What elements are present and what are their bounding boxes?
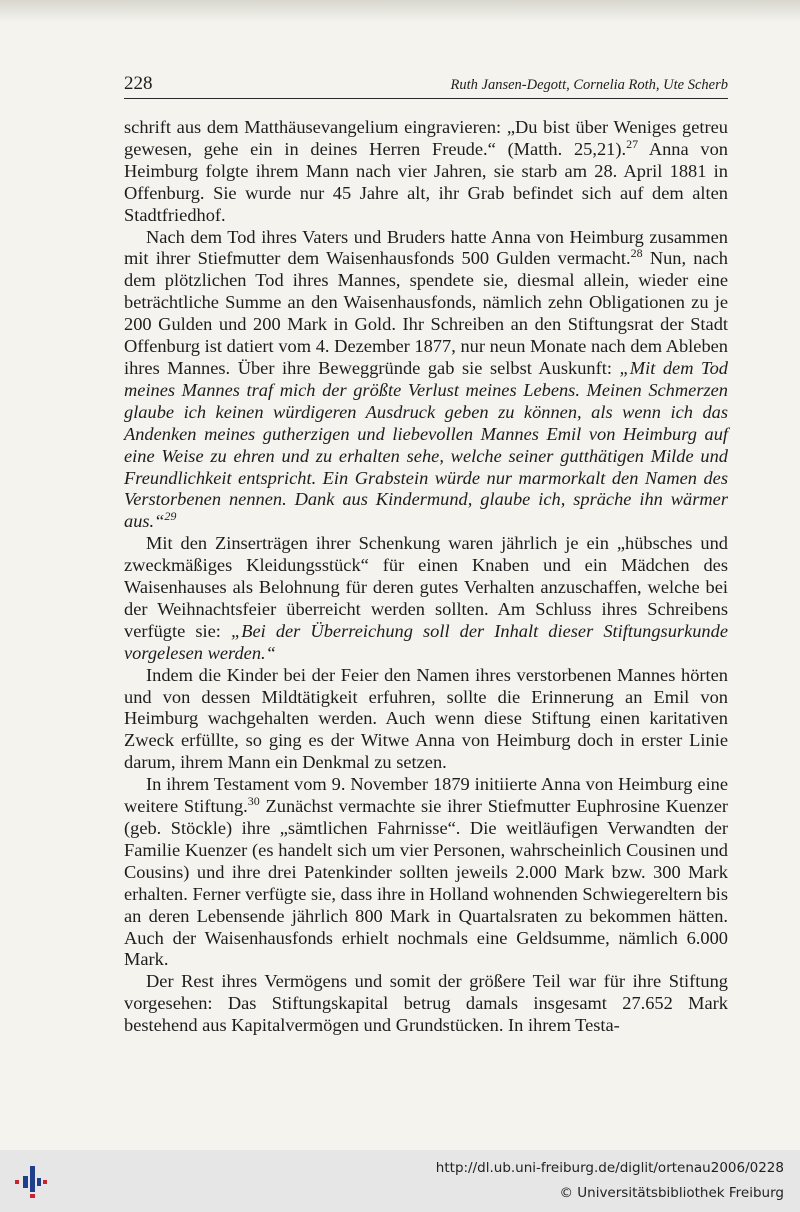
paragraph-5 — [124, 774, 728, 971]
library-logo-icon — [12, 1162, 52, 1202]
footnote-ref-27: 27 — [626, 136, 639, 151]
paragraph-2 — [124, 227, 728, 534]
paragraph-1 — [124, 117, 728, 227]
paragraph-2-text-a: Nach dem Tod ihres Vaters und Bruders hatte Anna von Heimburg zusammen mit ihrer Stiefmutter dem Waisenhausfonds 500 Gulden vermacht. — [124, 226, 728, 269]
page-number: 228 — [124, 73, 153, 94]
paragraph-3-quote: „Bei der Überreichung soll der Inhalt dieser Stiftungsurkunde vorgelesen werden.“ — [124, 620, 728, 663]
source-url-link[interactable]: http://dl.ub.uni-freiburg.de/diglit/ortenau2006/0228 — [435, 1160, 784, 1176]
footnote-ref-28: 28 — [630, 246, 643, 261]
paragraph-3 — [124, 533, 728, 664]
page-top-shadow — [0, 0, 800, 22]
paragraph-1-text-b: Anna von Heimburg folgte ihrem Mann nach vier Jahren, sie starb am 28. April 1881 in Offenburg. Sie wurde nur 45 Jahre alt, ihr Grab befindet sich auf dem alten Stadtfriedhof. — [124, 138, 728, 225]
footnote-ref-30: 30 — [247, 794, 260, 809]
body-text — [124, 117, 728, 1037]
copyright-notice: © Universitätsbibliothek Freiburg — [559, 1185, 784, 1201]
page-header — [124, 74, 728, 99]
paragraph-2-quote: „Mit dem Tod meines Mannes traf mich der größte Verlust meines Lebens. Meinen Schmerzen glaube ich keinen würdigeren Ausdruck geben zu können, als wenn ich das Andenken meines gutherzigen und liebevollen Mannes Emil von Heimburg auf eine Weise zu ehren und zu erhalten sehe, welche seiner gutthätigen Milde und Freundlichkeit entspricht. Ein Grabstein würde nur marmorkalt den Namen des Verstorbenen nennen. Dank aus Kindermund, glaube ich, spräche ihn wärmer aus.“ — [124, 357, 728, 532]
running-head: Ruth Jansen-Degott, Cornelia Roth, Ute Scherb — [450, 77, 728, 93]
paragraph-3-text-a: Mit den Zinserträgen ihrer Schenkung waren jährlich je ein „hübsches und zweckmäßiges Kleidungsstück“ für einen Knaben und ein Mädchen des Waisenhauses als Belohnung für deren gutes Verhalten anzuschaffen, welche bei der Weihnachtsfeier überreicht werden sollten. Am Schluss ihres Schreibens verfügte sie: — [124, 533, 728, 641]
paragraph-5-text-b: Zunächst vermachte sie ihrer Stiefmutter Euphrosine Kuenzer (geb. Stöckle) ihre „sämtlichen Fahrnisse“. Die weitläufigen Verwandten der Familie Kuenzer (es handelt sich um vier Personen, wahrscheinlich Cousinen und Cousins) und ihre drei Patenkinder sollten jeweils 2.000 Mark bzw. 300 Mark erhalten. Ferner verfügte sie, dass ihre in Holland wohnenden Schwiegereltern bis an deren Lebensende jährlich 800 Mark in Quartalsraten zu bekommen hätten. Auch der Waisenhausfonds erhielt nochmals eine Geldsumme, nämlich 6.000 Mark. — [124, 796, 729, 970]
paragraph-2-text-b: Nun, nach dem plötzlichen Tod ihres Mannes, spendete sie, diesmal allein, wieder eine beträchtliche Summe an den Waisenhausfonds, nämlich zehn Obligationen zu je 200 Gulden und 200 Mark in Gold. Ihr Schreiben an den Stiftungsrat der Stadt Offenburg ist datiert vom 4. Dezember 1877, nur neun Monate nach dem Ableben ihres Mannes. Über ihre Beweggründe gab sie selbst Auskunft: — [124, 248, 729, 378]
paragraph-1-text-a: schrift aus dem Matthäusevangelium eingravieren: „Du bist über Weniges getreu gewesen, gehe ein in deines Herren Freude.“ (Matth. 25,21). — [124, 117, 728, 159]
paragraph-6: Der Rest ihres Vermögens und somit der größere Teil war für ihre Stiftung vorgesehen: Das Stiftungskapital betrug damals insgesamt 27.652 Mark bestehend aus Kapitalvermögen und Grundstücken. In ihrem Testa- — [124, 971, 728, 1036]
paragraph-5-text-a: In ihrem Testament vom 9. November 1879 initiierte Anna von Heimburg eine weitere Stiftung. — [124, 774, 728, 817]
paragraph-4: Indem die Kinder bei der Feier den Namen ihres verstorbenen Mannes hörten und von dessen Mildtätigkeit erfuhren, sollte die Erinnerung an Emil von Heimburg wachgehalten werden. Auch wenn diese Stiftung einen karitativen Zweck erfüllte, so ging es der Witwe Anna von Heimburg doch in erster Linie darum, ihrem Mann ein Denkmal zu setzen. — [124, 664, 728, 773]
footer-bar — [0, 1150, 800, 1212]
footnote-ref-29: 29 — [164, 509, 177, 524]
